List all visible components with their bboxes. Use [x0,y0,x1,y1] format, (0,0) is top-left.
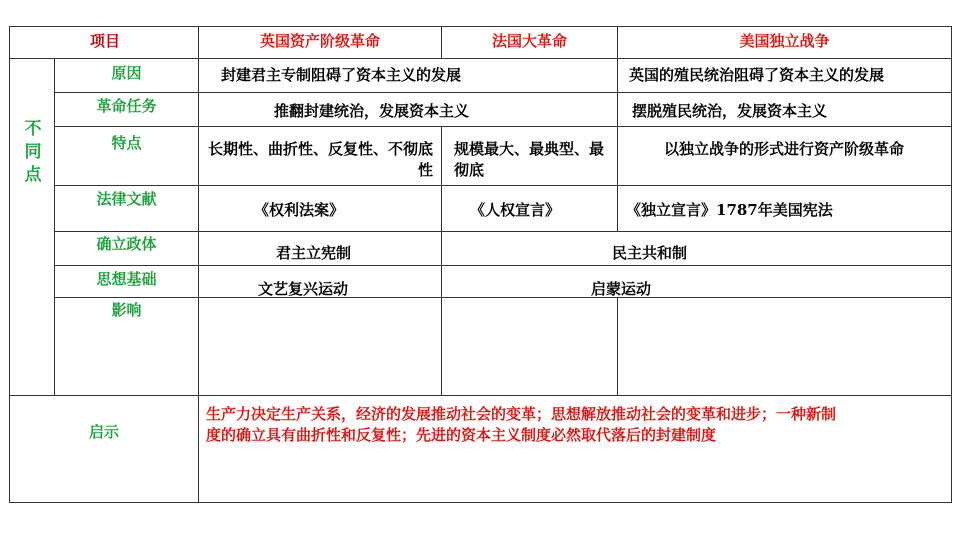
row-label-conclusion: 启示 [88,423,119,441]
table-border [617,26,618,232]
conclusion-text: 生产力决定生产关系，经济的发展推动社会的变革；思想解放推动社会的变革和进步；一种新制度的确立具有曲折性和反复性；先进的资本主义制度必然取代落后的封建制度 [206,405,837,444]
task-england-france: 推翻封建统治，发展资本主义 [274,102,470,120]
header-item-label: 项目 [89,32,120,50]
cause-england-france: 封建君主专制阻碍了资本主义的发展 [221,66,462,84]
regime-england: 君主立宪制 [276,244,352,262]
table-border [951,26,952,503]
table-border [9,58,952,59]
table-border [9,26,952,27]
row-label-law: 法律文献 [96,190,157,208]
cause-america: 英国的殖民统治阻碍了资本主义的发展 [629,66,885,84]
feature-france: 规模最大、最典型、最彻底 [454,140,605,179]
feature-america: 以独立战争的形式进行资产阶级革命 [663,140,904,158]
table-border [54,231,952,232]
table-border [9,395,952,396]
law-france: 《人权宣言》 [470,201,561,219]
table-border [54,126,952,127]
table-border [54,92,952,93]
feature-england: 长期性、曲折性、反复性、不彻底性 [207,140,433,179]
row-label-cause: 原因 [111,64,142,82]
thought-england: 文艺复兴运动 [258,280,349,298]
law-england: 《权利法案》 [254,201,345,219]
header-french-revolution: 法国大革命 [491,32,567,50]
row-label-regime: 确立政体 [96,235,157,253]
law-america: 《独立宣言》1787年美国宪法 [626,201,833,219]
header-american-independence: 美国独立战争 [739,32,830,50]
task-america: 摆脱殖民统治，发展资本主义 [632,102,828,120]
table-border [9,502,952,503]
header-england-revolution: 英国资产阶级革命 [259,32,380,50]
table-border [441,126,442,232]
table-border [54,185,952,186]
table-border [441,231,442,395]
side-label-differences: 不同点 [24,119,42,185]
regime-france-america: 民主共和制 [612,244,688,262]
table-border [54,297,952,298]
table-border [617,297,618,395]
table-border [54,265,952,266]
row-label-thought: 思想基础 [96,270,157,288]
row-label-feature: 特点 [111,134,142,152]
table-border [198,26,199,503]
row-label-impact: 影响 [111,301,142,319]
row-label-task: 革命任务 [96,97,157,115]
thought-france-america: 启蒙运动 [591,280,652,298]
